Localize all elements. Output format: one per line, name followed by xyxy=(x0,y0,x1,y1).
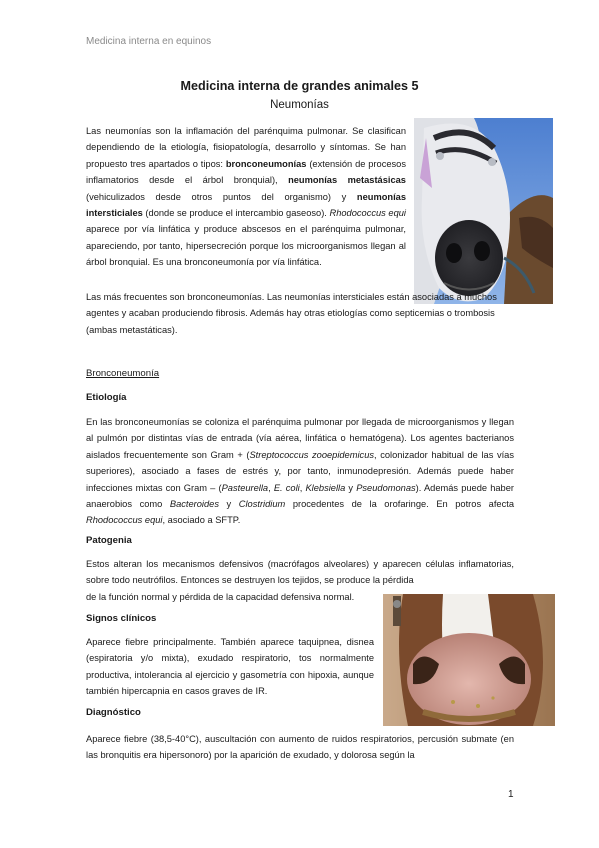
intro-paragraph-2 xyxy=(86,289,511,338)
text-run: , xyxy=(299,482,306,493)
text-run: Las más frecuentes son bronconeumonías. Las neumonías intersticiales están asociadas a muchos agentes y acaban produciendo fibrosis. Además hay otras etiologías como septicemias o trombosis (ambas metastáticas). xyxy=(86,292,497,335)
signos-text xyxy=(86,634,374,700)
text-run: y xyxy=(345,482,357,493)
bold-term: neumonías intersticiales xyxy=(86,191,406,219)
bold-term: bronconeumonías xyxy=(225,158,307,169)
intro-paragraph-1-text xyxy=(86,123,406,271)
italic-term: Rhodococcus equi xyxy=(86,515,163,526)
italic-term: Klebsiella xyxy=(305,482,346,493)
horse-face-photo-image xyxy=(414,118,553,304)
section-title-bronconeumonia: Bronconeumonía xyxy=(86,368,160,379)
text-run: de la función normal y pérdida de la capacidad defensiva normal. xyxy=(86,592,355,602)
text-run: , xyxy=(268,482,274,493)
heading-patogenia: Patogenia xyxy=(86,535,132,546)
text-run: y xyxy=(218,499,239,510)
intro-paragraph-1 xyxy=(86,123,406,271)
italic-term: E. coli xyxy=(273,482,300,493)
diagnostico-body xyxy=(86,731,514,764)
page-number: 1 xyxy=(508,789,514,800)
etiologia-body xyxy=(86,414,514,529)
text-run: Aparece fiebre (38,5-40°C), auscultación con aumento de ruidos respiratorios, percusión submate (en las bronquitis era hipersonoro) por la aparición de exudado, y dolorosa según la xyxy=(86,734,514,761)
italic-term: Pseudomonas xyxy=(356,482,416,493)
document-title: Medicina interna de grandes animales 5 xyxy=(180,79,419,93)
italic-term: Rhodococcus equi xyxy=(329,208,406,219)
text-run: Las neumonías son la inflamación del parénquima pulmonar. Se clasifican dependiendo de la etiología, fisiopatología, desarrollo y síntomas. Se han propuesto tres apartados o tipos: xyxy=(86,126,406,169)
document-subtitle: Neumonías xyxy=(270,99,329,111)
italic-term: Bacteroides xyxy=(169,499,219,510)
text-run: aparece por vía linfática y produce abscesos en el parénquima pulmonar, apareciendo, por tanto, hipersecreción porque los microorganismos llegan al árbol bronquial. Es una bronconeumonía por vía linfática. xyxy=(86,224,406,268)
text-run: ). Además puede haber anaerobios como xyxy=(86,482,514,510)
heading-etiologia: Etiología xyxy=(86,392,127,403)
heading-signos-clinicos: Signos clínicos xyxy=(86,613,157,624)
patogenia-text-wide xyxy=(86,556,514,589)
diagnostico-text xyxy=(86,731,514,764)
italic-term: Pasteurella xyxy=(221,482,269,493)
text-run: En las bronconeumonías se coloniza el parénquima pulmonar por llegada de microorganismos y llegan al pulmón por distintas vías de entrada (vía aérea, linfática o hematógena). Los agentes bacterianos aislados frecuentemente son Gram + ( xyxy=(86,417,514,460)
signos-body xyxy=(86,634,374,700)
running-header: Medicina interna en equinos xyxy=(86,36,212,47)
text-run: Estos alteran los mecanismos defensivos (macrófagos alveolares) y aparecen células inflamatorias, sobre todo neutrófilos. Entonces se destruyen los tejidos, se produce la pérdida xyxy=(86,559,514,586)
italic-term: Clostridium xyxy=(238,499,286,510)
horse-face-photo xyxy=(414,118,553,304)
patogenia-text-narrow xyxy=(86,589,376,605)
text-run: (donde se produce el intercambio gaseoso). xyxy=(142,208,330,219)
etiologia-text xyxy=(86,414,514,529)
text-run: procedentes de la orofaringe. En potros afecta xyxy=(285,499,514,510)
text-run: (vehiculizados desde otros puntos del organismo) y xyxy=(86,191,357,202)
text-run: Aparece fiebre principalmente. También aparece taquipnea, disnea (espiratoria y/o mixta), exudado respiratorio, tos normalmente productiva, intolerancia al ejercicio y gasometría con hipoxia, aunque también hipercapnia en casos graves de IR. xyxy=(86,637,374,697)
text-run: , asociado a SFTP. xyxy=(162,515,241,526)
heading-diagnostico: Diagnóstico xyxy=(86,707,141,718)
horse-muzzle-photo xyxy=(383,594,555,726)
patogenia-body-wide xyxy=(86,556,514,589)
horse-muzzle-photo-image xyxy=(383,594,555,726)
bold-term: neumonías metastásicas xyxy=(288,175,406,186)
intro-paragraph-2-text xyxy=(86,289,511,338)
text-run: (extensión de procesos inflamatorios desde el árbol bronquial), xyxy=(86,158,406,186)
patogenia-body-narrow xyxy=(86,589,376,605)
text-run: , colonizador habitual de las vías superiores), asociado a fases de estrés y, por tanto, inmunodepresión. Además puede haber infecciones mixtas con Gram – ( xyxy=(86,449,514,493)
italic-term: Streptococcus zooepidemicus xyxy=(249,449,375,460)
